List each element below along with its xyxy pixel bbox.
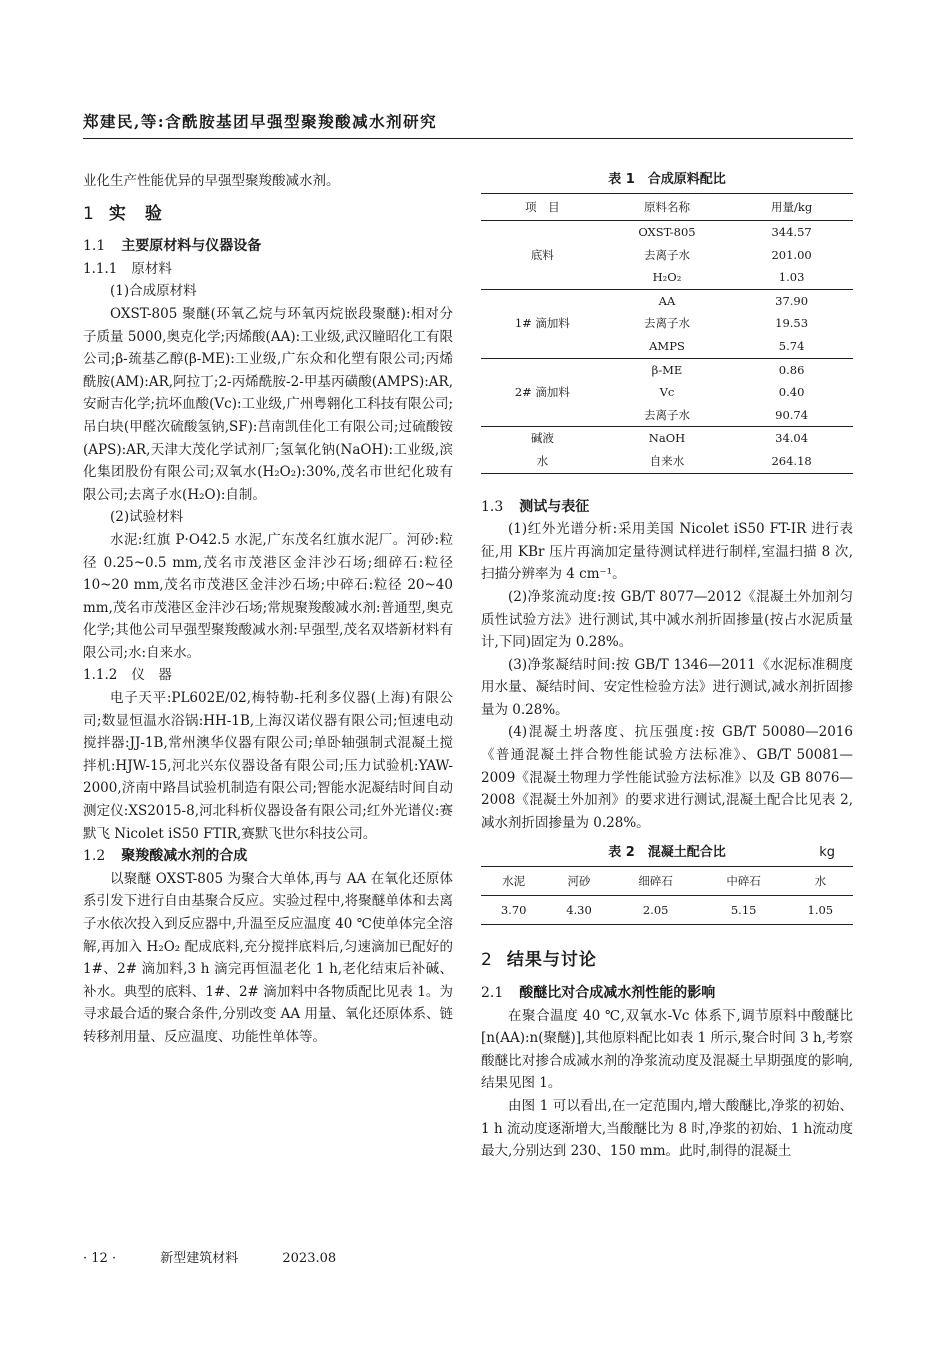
table-cell: 1.05 [807,903,834,918]
table-cell: 264.18 [771,453,812,468]
table-cell: 201.00 [771,247,812,262]
section-1-heading [83,203,453,226]
table-cell: 去离子水 [643,247,690,262]
paragraph-instruments: 电子天平:PL602E/02,梅特勒-托利多仪器(上海)有限公司;数显恒温水浴锅:HH-1B,上海汉诺仪器有限公司;恒速电动搅拌器:JJ-1B,常州澳华仪器有限公司;单卧轴强制式混凝土搅拌机:HJW-15,河北兴东仪器设备有限公司;压力试验机:YAW-2000,济南中路昌试验机制造有限公司;智能水泥凝结时间自动测定仪:XS2015-8,河北科析仪器设备有限公司;红外光谱仪:赛默飞 Nicolet iS50 FTIR,赛默飞世尔科技公司。 [83,690,453,842]
table-cell: AA [658,293,676,308]
page-number: · 12 · [83,1251,117,1266]
section-1-3-heading: 1.3 测试与表征 [481,498,590,515]
journal-name: 新型建筑材料 [160,1251,239,1266]
table-cell: AMPS [604,335,730,358]
table-header-cell: 水 [788,867,853,896]
table-cell: Vc [659,385,675,400]
table-cell: 34.04 [775,431,809,446]
table-cell: 37.90 [775,293,809,308]
paragraph-fluidity: (2)净浆流动度:按 GB/T 8077—2012《混凝土外加剂匀质性试验方法》进行测试,其中减水剂折固掺量(按占水泥质量计,下同)固定为 0.28%。 [481,588,853,651]
table-cell: 去离子水 [643,316,690,331]
table-cell: 344.57 [771,225,812,239]
group-name: 1# 滴加料 [481,289,604,358]
table-2 [481,866,853,925]
running-header: 郑建民,等:含酰胺基团早强型聚羧酸减水剂研究 [83,112,438,131]
subheading-raw: (1)合成原材料 [110,283,197,300]
table-cell: 3.70 [500,903,527,918]
table-cell: 5.15 [730,903,757,918]
table-cell: β-ME [651,362,683,377]
table-cell: 0.40 [778,385,805,400]
table-cell: 1.03 [730,266,853,289]
table-cell: 2.05 [642,903,669,918]
paragraph-setting-time: (3)净浆凝结时间:按 GB/T 1346—2011《水泥标准稠度用水量、凝结时间、安定性检验方法》进行测试,减水剂折固掺量为 0.28%。 [481,656,853,718]
table-header-cell: 中碎石 [700,867,788,896]
table-cell: 0.86 [778,362,805,377]
table-1-caption: 表 1 合成原料配比 [608,172,726,187]
group-name: 底料 [481,221,604,290]
table-cell: NaOH [648,431,686,446]
table-cell: 5.74 [730,335,853,358]
paragraph-test-materials: 水泥:红旗 P·O42.5 水泥,广东茂名红旗水泥厂。河砂:粒径 0.25~0.5 mm,茂名市茂港区金沣沙石场;细碎石:粒径 10~20 mm,茂名市茂港区金沣沙石场;中碎石:粒径 20~40 mm,茂名市茂港区金沣沙石场;常规聚羧酸减水剂:普通型,奥克化学;其他公司早强型聚羧酸减水剂:早强型,茂名双塔新材料有限公司;水:自来水。 [83,531,453,661]
section-1-1-2-heading: 1.1.2 仪 器 [83,667,172,684]
table-cell: H₂O₂ [604,266,730,289]
table-header-cell: 用量/kg [730,194,853,221]
table-cell: 90.74 [730,404,853,427]
header-rule [83,138,853,139]
paragraph-intro-end: 业化生产性能优异的早强型聚羧酸减水剂。 [83,173,340,189]
subheading-test-materials: (2)试验材料 [110,509,184,526]
section-1-2-heading: 1.2 聚羧酸减水剂的合成 [83,848,248,865]
section-number: 1 [83,203,95,224]
right-column [481,167,853,1163]
table-cell: 去离子水 [604,404,730,427]
left-column [83,170,453,1049]
table-cell: 19.53 [775,316,809,331]
table-2-caption: 表 2 混凝土配合比 kg [481,840,853,866]
paragraph-raw-materials: OXST-805 聚醚(环氧乙烷与环氧丙烷嵌段聚醚):相对分子质量 5000,奥克化学;丙烯酸(AA):工业级,武汉瞳昭化工有限公司;β-巯基乙醇(β-ME):工业级,广东众和化塑有限公司;丙烯酰胺(AM):AR,阿拉丁;2-丙烯酰胺-2-甲基丙磺酸(AMPS):AR,安耐吉化学;抗坏血酸(Vc):工业级,广州粤翱化工科技有限公司;吊白块(甲醛次硫酸氢钠,SF):莒南凯佳化工有限公司;过硫酸铵(APS):AR,天津大茂化学试剂厂;氢氧化钠(NaOH):工业级,滨化集团股份有限公司;双氧水(H₂O₂):30%,茂名市世纪化玻有限公司;去离子水(H₂O):自制。 [83,305,453,503]
paragraph-synthesis: 以聚醚 OXST-805 为聚合大单体,再与 AA 在氧化还原体系引发下进行自由基聚合反应。实验过程中,将聚醚单体和去离子水依次投入到反应器中,升温至反应温度 40 ℃使单体完全溶解,再加入 H₂O₂ 配成底料,充分搅拌底料后,匀速滴加已配好的 1#、2# 滴加料,3 h 滴完再恒温老化 1 h,老化结束后补碱、补水。典型的底料、1#、2# 滴加料中各物质配比见表 1。为寻求最合适的聚合条件,分别改变 AA 用量、氧化还原体系、链转移剂用量、反应温度、功能性单体等。 [83,870,453,1045]
paragraph-acid-ether: 在聚合温度 40 ℃,双氧水-Vc 体系下,调节原料中酸醚比[n(AA):n(聚醚)],其他原料配比如表 1 所示,聚合时间 3 h,考察酸醚比对掺合成减水剂的净浆流动度及混凝土早期强度的影响,结果见图 1。 [481,1007,853,1092]
section-1-1-heading: 1.1 主要原材料与仪器设备 [83,238,262,255]
table-cell: 4.30 [566,903,592,918]
table-cell: OXST-805 [638,225,696,239]
table-header-cell: 河砂 [546,867,611,896]
group-name: 水 [536,453,549,468]
paragraph-slump-strength: (4)混凝土坍落度、抗压强度:按 GB/T 50080—2016《普通混凝土拌合物性能试验方法标准》、GB/T 50081—2009《混凝土物理力学性能试验方法标准》以及 GB 8076—2008《混凝土外加剂》的要求进行测试,混凝土配合比见表 2,减水剂折固掺量为 0.28%。 [481,724,853,831]
section-2-1-heading: 2.1 酸醚比对合成减水剂性能的影响 [481,985,716,1002]
issue-date: 2023.08 [282,1251,337,1266]
table-header-cell: 水泥 [481,867,546,896]
table-header-cell: 项 目 [481,194,604,221]
section-title: 实 验 [108,203,163,224]
group-name: 2# 滴加料 [481,358,604,427]
table-cell: 自来水 [649,453,685,468]
section-1-1-1-heading: 1.1.1 原材料 [83,260,172,277]
paragraph-ir: (1)红外光谱分析:采用美国 Nicolet iS50 FT-IR 进行表征,用 KBr 压片再滴加定量待测试样进行制样,室温扫描 8 次,扫描分辨率为 4 cm⁻¹。 [481,521,853,583]
table-header-cell: 细碎石 [612,867,700,896]
table-1 [481,193,853,474]
section-2-heading: 2 结果与讨论 [481,950,597,971]
table-2-unit: kg [819,845,835,861]
group-name: 碱液 [530,431,554,446]
table-header-cell: 原料名称 [604,194,730,221]
paragraph-figure-1-discussion: 由图 1 可以看出,在一定范围内,增大酸醚比,净浆的初始、1 h 流动度逐渐增大,当酸醚比为 8 时,净浆的初始、1 h流动度最大,分别达到 230、150 mm。此时,制得的混凝土 [481,1098,853,1160]
page-footer [83,1247,376,1266]
